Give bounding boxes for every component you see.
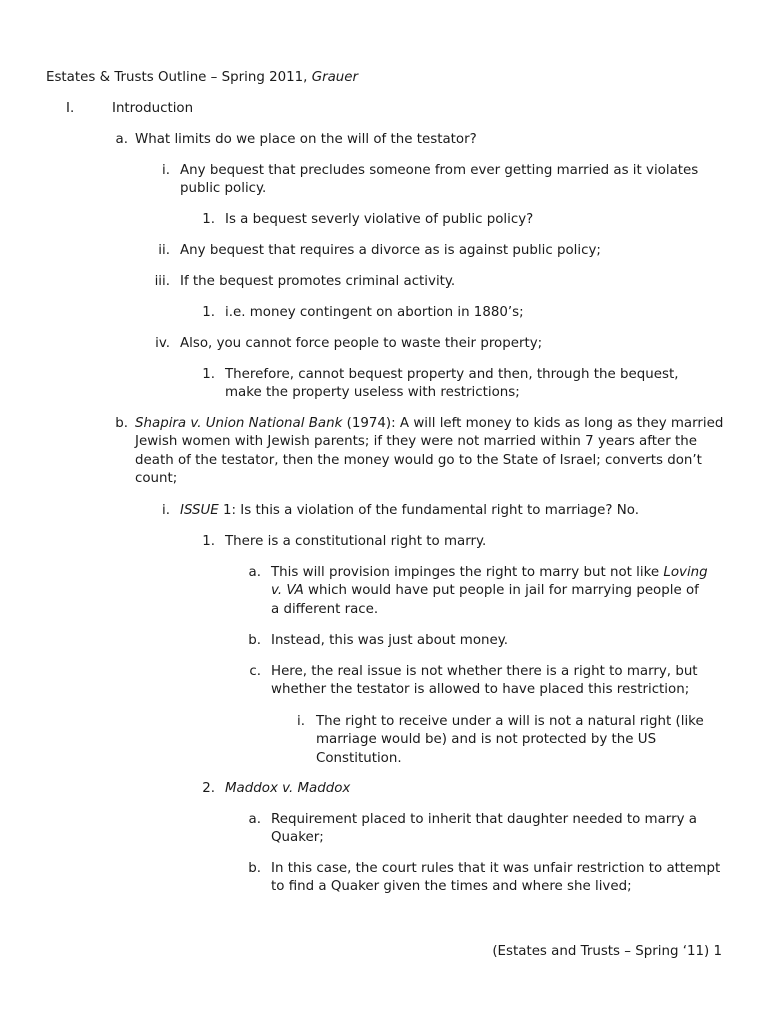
outline-text: Any bequest that precludes someone from ever getting married as it violates public policy. xyxy=(180,163,699,197)
outline-text: Here, the real issue is not whether there is a right to marry, but whether the testator is allowed to have placed this restriction; xyxy=(271,664,698,698)
outline-text: Therefore, cannot bequest property and then, through the bequest, make the property useless with restrictions; xyxy=(225,367,679,401)
text-before-case: This will provision impinges the right to marry but not like xyxy=(271,565,664,580)
outline-text xyxy=(271,564,711,619)
outline-text: What limits do we place on the will of the testator? xyxy=(135,132,477,147)
outline-marker: 2. xyxy=(202,781,215,796)
outline-marker: 1. xyxy=(202,534,215,549)
outline-marker: ii. xyxy=(158,243,170,258)
issue-label: ISSUE xyxy=(180,503,219,518)
outline-marker: iv. xyxy=(155,336,170,351)
case-description: (1974): A will left money to kids as long as they married Jewish women with Jewish parents; if they were not married within 7 years after the death of the testator, then the money would go to the State of Israel; converts don’t count; xyxy=(135,416,724,487)
outline-text: Also, you cannot force people to waste their property; xyxy=(180,336,543,351)
case-name: Loving v. VA xyxy=(271,565,708,599)
title-text: Estates & Trusts Outline – Spring 2011, xyxy=(46,70,312,85)
outline-marker: a. xyxy=(248,812,261,827)
outline-text: The right to receive under a will is not a natural right (like marriage would be) and is not protected by the US Constitution. xyxy=(316,714,704,766)
case-name: Shapira v. Union National Bank xyxy=(135,416,343,431)
outline-marker: 1. xyxy=(202,305,215,320)
outline-marker: 1. xyxy=(202,212,215,227)
outline-marker: b. xyxy=(115,416,128,431)
outline-text: Any bequest that requires a divorce as is against public policy; xyxy=(180,243,601,258)
outline-marker: i. xyxy=(162,163,170,178)
outline-text: i.e. money contingent on abortion in 1880’s; xyxy=(225,305,524,320)
outline-text: Requirement placed to inherit that daughter needed to marry a Quaker; xyxy=(271,812,697,846)
outline-marker: 1. xyxy=(202,367,215,382)
outline-marker: b. xyxy=(248,861,261,876)
outline-marker: i. xyxy=(162,503,170,518)
outline-text: If the bequest promotes criminal activity. xyxy=(180,274,456,289)
outline-marker: b. xyxy=(248,633,261,648)
outline-text xyxy=(135,415,725,489)
page-footer: (Estates and Trusts – Spring ‘11) 1 xyxy=(492,944,722,959)
outline-text: There is a constitutional right to marry. xyxy=(225,534,487,549)
outline-text xyxy=(180,502,725,520)
outline-text xyxy=(225,780,725,798)
outline-marker: I. xyxy=(66,101,75,116)
outline-marker: a. xyxy=(115,132,128,147)
outline-text: Instead, this was just about money. xyxy=(271,633,509,648)
outline-marker: iii. xyxy=(154,274,170,289)
outline-marker: a. xyxy=(248,565,261,580)
title-author: Grauer xyxy=(311,70,359,85)
case-name: Maddox v. Maddox xyxy=(225,781,351,796)
text-after-case: which would have put people in jail for marrying people of a different race. xyxy=(271,583,699,617)
outline-marker: i. xyxy=(297,714,305,729)
issue-text: 1: Is this a violation of the fundamental right to marriage? No. xyxy=(218,503,639,518)
outline-marker: c. xyxy=(249,664,261,679)
outline-text: In this case, the court rules that it was unfair restriction to attempt to find a Quaker given the times and where she lived; xyxy=(271,861,721,895)
document-title xyxy=(46,69,358,87)
outline-heading: Introduction xyxy=(112,101,194,116)
outline-text: Is a bequest severly violative of public policy? xyxy=(225,212,534,227)
